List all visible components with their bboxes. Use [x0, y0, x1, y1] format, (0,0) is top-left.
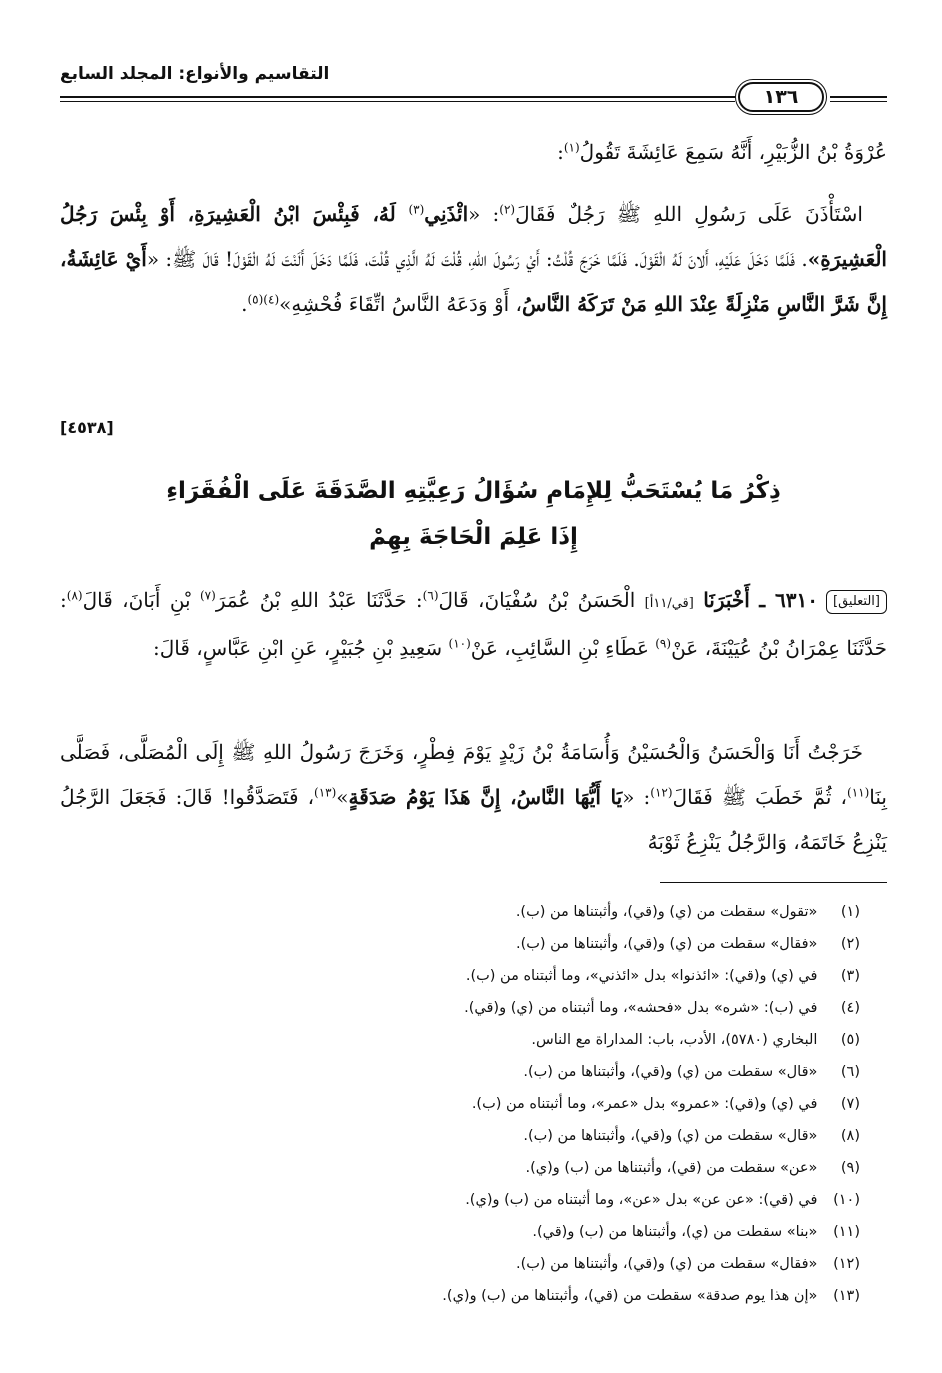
footnote-number: (٤): [840, 1000, 860, 1016]
text-run: .: [241, 292, 248, 316]
footnote: [60, 1152, 860, 1184]
footnote-number: (٨): [840, 1128, 860, 1144]
footnote-text: «إن هذا يوم صدقة» سقطت من (قي)، وأثبتناها من (ب) و(ي).: [442, 1288, 818, 1304]
footnote-number: (١٠): [833, 1192, 860, 1208]
header-rule-right: [830, 96, 887, 102]
footnote: [60, 928, 860, 960]
footnote-ref: (٣): [408, 202, 425, 217]
commentary-tag: [التعليق]: [826, 590, 887, 614]
text-run: ، أَوْ وَدَعَهُ النَّاسُ اتِّقَاءَ فُحْشِهِ»: [279, 292, 523, 316]
page-number: ١٣٦: [738, 82, 824, 112]
footnote-text: «قال» سقطت من (ي) و(قي)، وأثبتناها من (ب).: [523, 1128, 818, 1144]
footnote: [60, 1280, 860, 1312]
akhbarana-word: أَخْبَرَنَا: [703, 588, 750, 612]
hadith-number-prev: [٤٥٣٨]: [60, 418, 114, 437]
footnote: [60, 1120, 860, 1152]
footnote: [60, 992, 860, 1024]
footnote-ref: (٦): [422, 588, 439, 603]
footnote: [60, 1088, 860, 1120]
footnote-text: «عن» سقطت من (قي)، وأثبتناها من (ب) و(ي).: [525, 1160, 818, 1176]
text-run: . فَلَمَّا دَخَلَ عَلَيْهِ، أَلانَ لَهُ الْقَوْلَ. فَلَمَّا خَرَجَ قُلْتُ: أَيْ رَسُولَ اللهِ، قُلْتَ لَهُ الَّذِي قُلْتَ، فَلَمَّا دَخَلَ أَلَنْتَ لَهُ الْقَوْلَ! قَالَ ﷺ: «: [146, 247, 808, 271]
footnote: [60, 1024, 860, 1056]
text-run: عُرْوَةُ بْنُ الزُّبَيْرِ، أَنَّهُ سَمِعَ عَائِشَةَ تَقُولُ: [579, 140, 887, 164]
text-run: سَعِيدِ بْنِ جُبَيْرٍ، عَنِ ابْنِ عَبَّاسٍ، قَالَ:: [152, 636, 449, 660]
footnote-text: في (ي) و(قي): «ائذنوا» بدل «ائذني»، وما أثبتناه من (ب).: [465, 968, 818, 984]
text-run: اسْتَأْذَنَ عَلَى رَسُولِ اللهِ ﷺ رَجُلٌ فَقَالَ: [515, 202, 863, 226]
footnote-text: البخاري (٥٧٨٠)، الأدب، باب: المداراة مع الناس.: [531, 1032, 818, 1048]
footnote-number: (٩): [840, 1160, 860, 1176]
footnote-number: (٧): [840, 1096, 860, 1112]
footnote-ref: (٧): [199, 588, 216, 603]
prophetic-speech: يَا أَيُّهَا النَّاسُ، إِنَّ هَذَا يَوْمُ صَدَقَةٍ: [348, 785, 623, 809]
footnote-text: «قال» سقطت من (ي) و(قي)، وأثبتناها من (ب).: [523, 1064, 818, 1080]
footnote-number: (٢): [840, 936, 860, 952]
footnote-number: (١): [840, 904, 860, 920]
prophetic-speech: أَيْ عَائِشَةُ، إِنَّ شَرَّ النَّاسِ مَنْزِلَةً عِنْدَ اللهِ مَنْ تَرَكَهُ النَّاسُ: [60, 247, 887, 316]
hadith-prev-opening: [60, 130, 887, 175]
footnote-number: (٣): [840, 968, 860, 984]
footnote-text: «تقول» سقطت من (ي) و(قي)، وأثبتناها من (ب).: [515, 904, 818, 920]
footnote-number: (١٢): [833, 1256, 860, 1272]
text-run: خَرَجْتُ أَنَا وَالْحَسَنُ وَالْحُسَيْنُ وَأُسَامَةُ بْنُ زَيْدٍ يَوْمَ فِطْرٍ، وَخَرَجَ رَسُولُ اللهِ ﷺ إِلَى الْمُصَلَّى، فَصَلَّى بِنَا: [60, 740, 887, 809]
hadith-isnad: [60, 578, 887, 671]
chapter-heading-line2: إِذَا عَلِمَ الْحَاجَةَ بِهِمْ: [369, 524, 578, 550]
footnote-number: (١١): [833, 1224, 860, 1240]
footnote-text: في (ب): «شره» بدل «فحشه»، وما أثبتناه من (ي) و(قي).: [464, 1000, 818, 1016]
footnote: [60, 1184, 860, 1216]
footnote-number: (٥): [840, 1032, 860, 1048]
manuscript-ref: [قي/١١أ]: [644, 596, 694, 611]
footnote-ref: (٨): [66, 588, 83, 603]
prophetic-speech: ائْذَنِي: [424, 202, 469, 226]
footnote: [60, 960, 860, 992]
text-run: : حَدَّثَنَا عَبْدُ اللهِ بْنُ عُمَرَ: [215, 588, 423, 612]
footnote-text: «بنا» سقطت من (ي)، وأثبتناها من (ب) و(قي).: [532, 1224, 818, 1240]
footnote-text: في (ي) و(قي): «عمرو» بدل «عمر»، وما أثبتناه من (ب).: [471, 1096, 818, 1112]
hadith-prev-body: [60, 192, 887, 327]
text-run: الْحَسَنُ بْنُ سُفْيَانَ، قَالَ: [438, 588, 645, 612]
chapter-heading-line1: ذِكْرُ مَا يُسْتَحَبُّ لِلإِمَامِ سُؤَالُ رَعِيَّتِهِ الصَّدَقَةَ عَلَى الْفُقَرَاءِ: [166, 478, 781, 504]
footnote-text: «فقال» سقطت من (ي) و(قي)، وأثبتناها من (ب).: [516, 936, 818, 952]
footnote: [60, 1248, 860, 1280]
hadith-matn: [60, 730, 887, 865]
footnote-number: (٦): [840, 1064, 860, 1080]
footnote-ref: (٩): [655, 636, 672, 651]
footnote-ref: (١): [563, 140, 580, 155]
footnotes: [60, 896, 860, 1312]
footnote-ref: (١٣): [314, 785, 337, 800]
footnote-ref: (١١): [847, 785, 870, 800]
text-run: : «: [622, 785, 651, 809]
text-run: بْنِ أَبَانَ، قَالَ: [82, 588, 200, 612]
text-run: »: [336, 785, 349, 809]
text-run: عَطَاءِ بْنِ السَّائِبِ، عَنْ: [470, 636, 656, 660]
footnote: [60, 1056, 860, 1088]
footnote-separator: [660, 882, 887, 883]
prophetic-speech: لَهُ، فَبِئْسَ ابْنُ الْعَشِيرَةِ، أَوْ بِئْسَ رَجُلُ الْعَشِيرَةِ»: [60, 202, 887, 271]
footnote-text: «فقال» سقطت من (ي) و(قي)، وأثبتناها من (ب).: [516, 1256, 818, 1272]
footnote-ref: (١٢): [650, 785, 673, 800]
text-run: ، فَتَصَدَّقُوا! قَالَ: فَجَعَلَ الرَّجُلُ يَنْزِعُ خَاتَمَهُ، وَالرَّجُلُ يَنْزِعُ ثَوْبَهُ: [60, 785, 887, 854]
hadith-number: ٦٣١٠ ـ: [759, 588, 819, 612]
footnote-ref: (١٠): [448, 636, 471, 651]
running-title: التقاسيم والأنواع: المجلد السابع: [60, 64, 330, 84]
text-run: : «: [468, 202, 500, 226]
footnote: [60, 896, 860, 928]
text-run: :: [557, 140, 564, 164]
footnote-number: (١٣): [833, 1288, 860, 1304]
footnote-ref: (٢): [499, 202, 516, 217]
text-run: : حَدَّثَنَا عِمْرَانُ بْنُ عُيَيْنَةَ، عَنْ: [60, 588, 887, 660]
header-rule: [60, 96, 735, 102]
text-run: ، ثُمَّ خَطَبَ ﷺ فَقَالَ: [672, 785, 848, 809]
footnote-text: في (قي): «عن عن» بدل «عن»، وما أثبتناه من (ب) و(ي).: [465, 1192, 818, 1208]
footnote: [60, 1216, 860, 1248]
footnote-ref: (٤)(٥): [247, 292, 280, 307]
